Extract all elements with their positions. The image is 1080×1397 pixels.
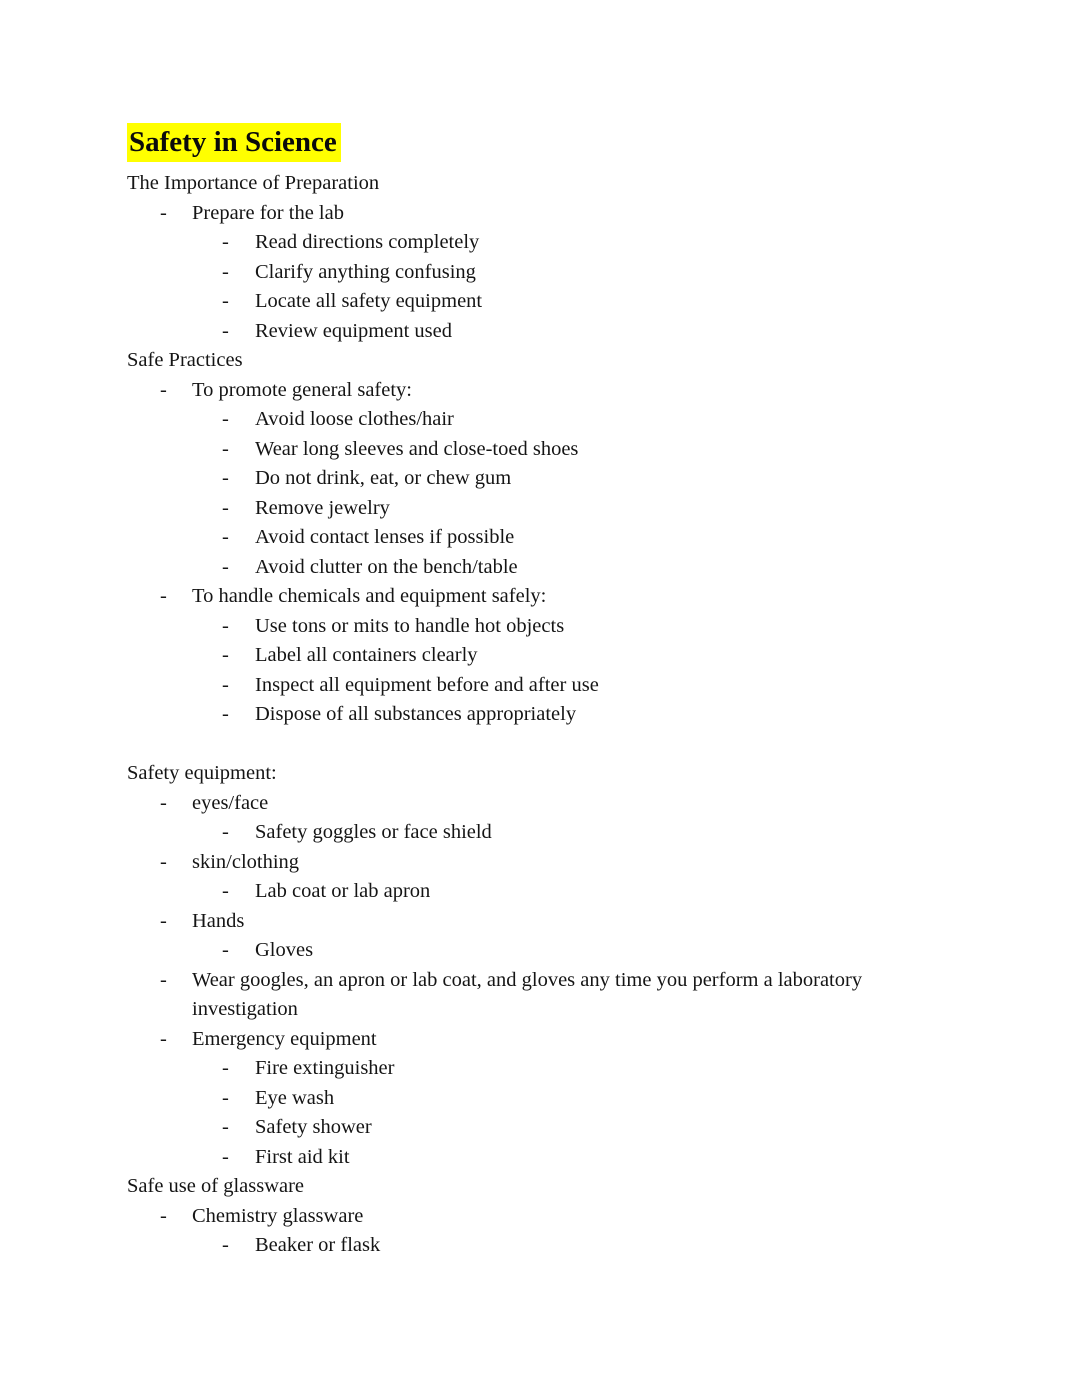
bullet-dash: -: [160, 909, 167, 932]
outline-item-text: Gloves: [255, 939, 314, 961]
outline-item: [127, 317, 953, 347]
outline-item-text: skin/clothing: [192, 850, 300, 873]
section-heading: [127, 169, 953, 199]
outline-item-text: Wear googles, an apron or lab coat, and gloves any time you perform a laboratory investigation: [192, 968, 863, 1020]
outline-item-text: Do not drink, eat, or chew gum: [255, 467, 512, 489]
outline-item-text: Prepare for the lab: [192, 201, 344, 224]
outline-item: [127, 582, 953, 612]
outline-item: [127, 523, 953, 553]
bullet-dash: -: [222, 1086, 229, 1109]
section-heading: [127, 1172, 953, 1202]
bullet-dash: -: [222, 231, 229, 253]
bullet-dash: -: [222, 939, 229, 961]
outline-item: [127, 966, 953, 1025]
bullet-dash: -: [222, 673, 229, 696]
outline-item-text: Avoid loose clothes/hair: [255, 408, 454, 430]
section-heading-text: The Importance of Preparation: [127, 172, 380, 194]
outline-item: [127, 1084, 953, 1114]
bullet-dash: -: [160, 585, 167, 607]
outline-item-text: Avoid contact lenses if possible: [255, 526, 515, 548]
outline-item-text: Hands: [192, 909, 245, 932]
outline-item: [127, 612, 953, 642]
outline-item: [127, 877, 953, 907]
outline-item: [127, 1231, 953, 1261]
outline-item: [127, 376, 953, 406]
outline-item-text: Safety goggles or face shield: [255, 821, 492, 843]
outline-item: [127, 287, 953, 317]
outline-item: [127, 494, 953, 524]
bullet-dash: -: [222, 1145, 229, 1168]
outline-item: [127, 1143, 953, 1173]
outline-item: [127, 435, 953, 465]
outline-item: [127, 936, 953, 966]
outline-item: [127, 258, 953, 288]
bullet-dash: -: [160, 850, 167, 873]
section-heading: [127, 346, 953, 376]
outline-item-text: Fire extinguisher: [255, 1057, 395, 1079]
outline-item: [127, 1025, 953, 1055]
outline-item-text: Inspect all equipment before and after use: [255, 673, 599, 696]
blank-line: [127, 730, 953, 760]
bullet-dash: -: [222, 703, 229, 725]
outline-item-text: Lab coat or lab apron: [255, 880, 431, 902]
outline-item: [127, 1054, 953, 1084]
document-body: [127, 169, 953, 1261]
outline-item-text: Wear long sleeves and close-toed shoes: [255, 437, 579, 460]
outline-item-text: Use tons or mits to handle hot objects: [255, 614, 565, 637]
outline-item-text: First aid kit: [255, 1145, 350, 1168]
bullet-dash: -: [222, 1057, 229, 1079]
bullet-dash: -: [160, 968, 167, 991]
outline-item: [127, 789, 953, 819]
outline-item-text: Clarify anything confusing: [255, 260, 476, 283]
outline-item-text: eyes/face: [192, 791, 269, 814]
section-heading-text: Safe use of glassware: [127, 1175, 305, 1197]
outline-item: [127, 671, 953, 701]
bullet-dash: -: [222, 1234, 229, 1256]
page-title: [127, 122, 953, 162]
bullet-dash: -: [222, 644, 229, 666]
outline-item-text: Beaker or flask: [255, 1234, 381, 1256]
bullet-dash: -: [222, 526, 229, 548]
outline-item: [127, 553, 953, 583]
bullet-dash: -: [160, 378, 167, 401]
outline-item-text: To handle chemicals and equipment safely:: [192, 585, 547, 607]
outline-item-text: Safety shower: [255, 1116, 372, 1138]
bullet-dash: -: [222, 467, 229, 489]
title-highlight: Safety in Science: [127, 123, 341, 162]
bullet-dash: -: [160, 201, 167, 224]
outline-item: [127, 907, 953, 937]
outline-item: [127, 700, 953, 730]
outline-item: [127, 464, 953, 494]
outline-item: [127, 641, 953, 671]
outline-item-text: Emergency equipment: [192, 1027, 377, 1050]
outline-item: [127, 818, 953, 848]
outline-item-text: Avoid clutter on the bench/table: [255, 555, 518, 578]
bullet-dash: -: [222, 437, 229, 460]
bullet-dash: -: [160, 791, 167, 814]
section-heading: [127, 759, 953, 789]
outline-item: [127, 199, 953, 229]
section-heading-text: Safety equipment:: [127, 762, 277, 784]
outline-item: [127, 1202, 953, 1232]
bullet-dash: -: [160, 1204, 167, 1227]
outline-item: [127, 848, 953, 878]
bullet-dash: -: [222, 260, 229, 283]
outline-item-text: Dispose of all substances appropriately: [255, 703, 577, 725]
bullet-dash: -: [222, 880, 229, 902]
bullet-dash: -: [222, 290, 229, 312]
bullet-dash: -: [222, 408, 229, 430]
bullet-dash: -: [222, 319, 229, 342]
outline-item-text: Review equipment used: [255, 319, 452, 342]
bullet-dash: -: [222, 614, 229, 637]
outline-item: [127, 228, 953, 258]
bullet-dash: -: [160, 1027, 167, 1050]
bullet-dash: -: [222, 496, 229, 519]
outline-item-text: Read directions completely: [255, 231, 480, 253]
outline-item-text: Label all containers clearly: [255, 644, 478, 666]
bullet-dash: -: [222, 555, 229, 578]
section-heading-text: Safe Practices: [127, 349, 243, 371]
outline-item-text: Locate all safety equipment: [255, 290, 483, 312]
bullet-dash: -: [222, 821, 229, 843]
outline-item: [127, 1113, 953, 1143]
outline-item: [127, 405, 953, 435]
outline-item-text: Eye wash: [255, 1086, 335, 1109]
outline-item-text: To promote general safety:: [192, 378, 412, 401]
outline-item-text: Chemistry glassware: [192, 1204, 364, 1227]
bullet-dash: -: [222, 1116, 229, 1138]
outline-item-text: Remove jewelry: [255, 496, 390, 519]
